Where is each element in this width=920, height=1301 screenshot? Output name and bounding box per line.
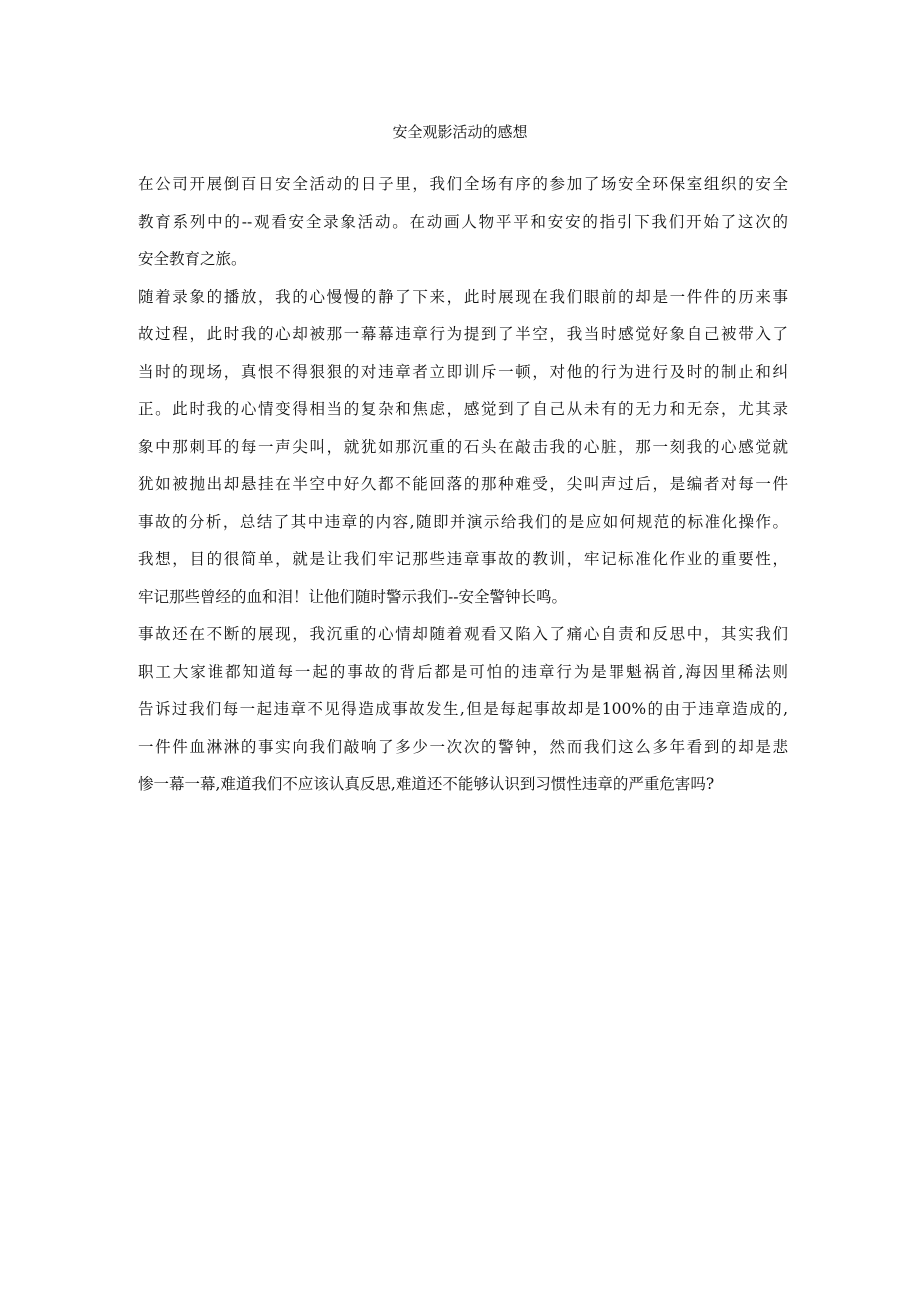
paragraph-line: 职工大家谁都知道每一起的事故的背后都是可怕的违章行为是罪魁祸首,海因里稀法则 xyxy=(138,662,788,681)
paragraph-3 xyxy=(138,616,788,804)
paragraph-1 xyxy=(138,166,788,279)
document-title: 安全观影活动的感想 xyxy=(392,123,528,141)
paragraph-line: 犹如被抛出却悬挂在半空中好久都不能回落的那种难受，尖叫声过后，是编者对每一件 xyxy=(138,475,788,493)
paragraph-line: 安全教育之旅。 xyxy=(138,250,247,268)
paragraph-line: 我想，目的很简单，就是让我们牢记那些违章事故的教训，牢记标准化作业的重要性， xyxy=(138,550,788,568)
paragraph-line: 一件件血淋淋的事实向我们敲响了多少一次次的警钟，然而我们这么多年看到的却是悲 xyxy=(138,737,788,756)
paragraph-line: 事故的分析，总结了其中违章的内容,随即并演示给我们的是应如何规范的标准化操作。 xyxy=(138,512,788,531)
paragraph-2 xyxy=(138,279,788,617)
paragraph-line: 象中那刺耳的每一声尖叫，就犹如那沉重的石头在敲击我的心脏，那一刻我的心感觉就 xyxy=(138,437,788,456)
paragraph-line: 告诉过我们每一起违章不见得造成事故发生,但是每起事故却是100%的由于违章造成的, xyxy=(138,700,788,718)
paragraph-line: 随着录象的播放，我的心慢慢的静了下来，此时展现在我们眼前的却是一件件的历来事 xyxy=(138,287,788,306)
paragraph-line: 当时的现场，真恨不得狠狠的对违章者立即训斥一顿，对他的行为进行及时的制止和纠 xyxy=(138,362,788,381)
document-body xyxy=(138,166,788,804)
paragraph-line: 惨一幕一幕,难道我们不应该认真反思,难道还不能够认识到习惯性违章的严重危害吗? xyxy=(138,775,715,793)
paragraph-line: 在公司开展倒百日安全活动的日子里，我们全场有序的参加了场安全环保室组织的安全 xyxy=(138,175,788,193)
paragraph-line: 正。此时我的心情变得相当的复杂和焦虑，感觉到了自己从未有的无力和无奈，尤其录 xyxy=(138,400,788,418)
paragraph-line: 牢记那些曾经的血和泪！让他们随时警示我们--安全警钟长鸣。 xyxy=(138,587,567,606)
paragraph-line: 故过程，此时我的心却被那一幕幕违章行为提到了半空，我当时感觉好象自己被带入了 xyxy=(138,325,788,343)
paragraph-line: 事故还在不断的展现，我沉重的心情却随着观看又陷入了痛心自责和反思中，其实我们 xyxy=(138,625,788,643)
paragraph-line: 教育系列中的--观看安全录象活动。在动画人物平平和安安的指引下我们开始了这次的 xyxy=(138,212,788,231)
